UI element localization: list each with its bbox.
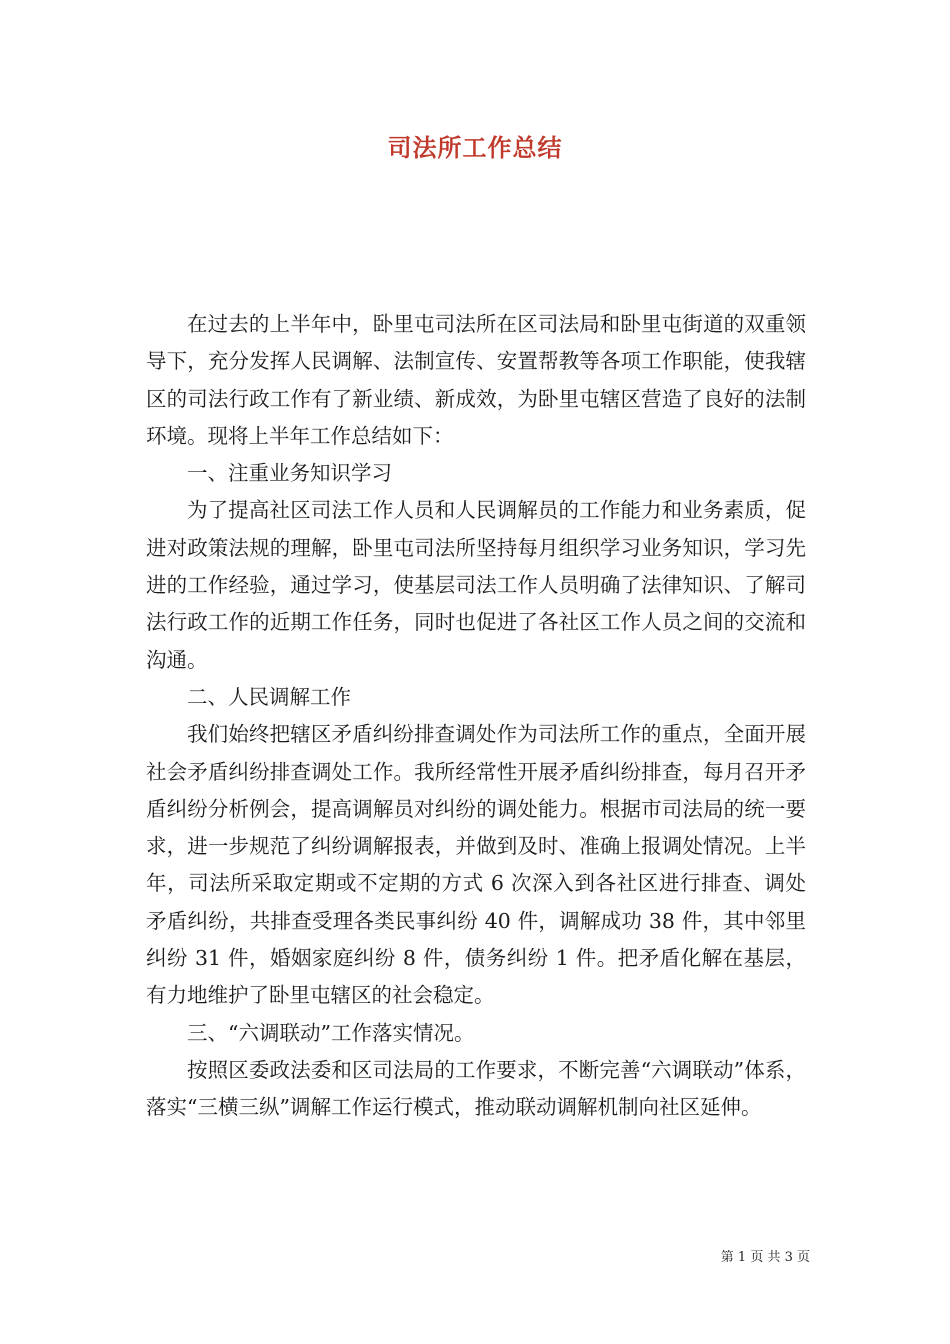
section-1-paragraph: 为了提高社区司法工作人员和人民调解员的工作能力和业务素质，促进对政策法规的理解，卧里屯司法所坚持每月组织学习业务知识，学习先进的工作经验，通过学习，使基层司法工作人员明确了法律知识、了解司法行政工作的近期工作任务，同时也促进了各社区工作人员之间的交流和沟通。 xyxy=(146,498,806,672)
intro-paragraph: 在过去的上半年中，卧里屯司法所在区司法局和卧里屯街道的双重领导下，充分发挥人民调解、法制宣传、安置帮教等各项工作职能，使我辖区的司法行政工作有了新业绩、新成效，为卧里屯辖区营造了良好的法制环境。现将上半年工作总结如下： xyxy=(146,312,806,448)
section-heading-3: 三、“六调联动”工作落实情况。 xyxy=(187,1020,475,1045)
section-heading-2: 二、人民调解工作 xyxy=(187,684,351,709)
page-number-footer: 第 1 页 共 3 页 xyxy=(720,1250,810,1265)
section-heading-1: 一、注重业务知识学习 xyxy=(187,461,392,486)
section-2-paragraph: 我们始终把辖区矛盾纠纷排查调处作为司法所工作的重点，全面开展社会矛盾纠纷排查调处工作。我所经常性开展矛盾纠纷排查，每月召开矛盾纠纷分析例会，提高调解员对纠纷的调处能力。根据市司法局的统一要求，进一步规范了纠纷调解报表，并做到及时、准确上报调处情况。上半年，司法所采取定期或不定期的方式 6 次深入到各社区进行排查、调处矛盾纠纷，共排查受理各类民事纠纷 40 件，调解成功 38 件，其中邻里纠纷 31 件，婚姻家庭纠纷 8 件，债务纠纷 1 件。把矛盾化解在基层，有力地维护了卧里屯辖区的社会稳定。 xyxy=(146,722,806,1008)
section-3-paragraph: 按照区委政法委和区司法局的工作要求，不断完善“六调联动”体系，落实“三横三纵”调解工作运行模式，推动联动调解机制向社区延伸。 xyxy=(146,1057,806,1120)
document-body xyxy=(146,306,806,1127)
document-title: 司法所工作总结 xyxy=(387,134,563,162)
